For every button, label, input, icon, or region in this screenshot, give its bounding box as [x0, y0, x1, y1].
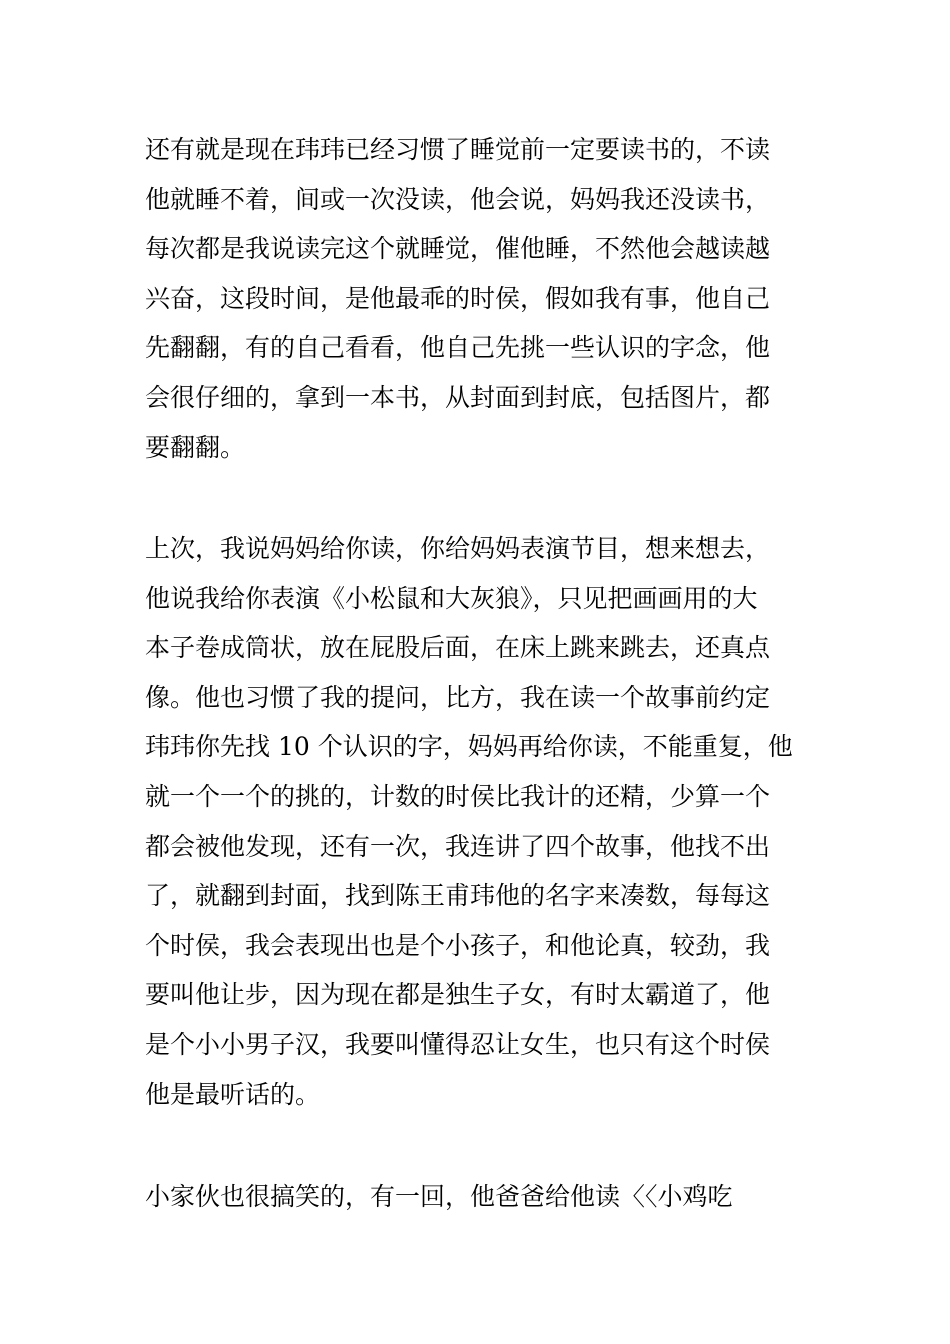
text-line: 他是最听话的。: [145, 1079, 321, 1109]
text-line: 玮玮你先找 10 个认识的字，妈妈再给你读，不能重复，他: [145, 732, 793, 762]
text-line: 要叫他让步，因为现在都是独生子女，有时太霸道了，他: [145, 980, 771, 1010]
text-line: 像。他也习惯了我的提问，比方，我在读一个故事前约定: [145, 682, 771, 712]
text-line: 个时侯，我会表现出也是个小孩子，和他论真，较劲，我: [145, 930, 771, 960]
text-line: 要翻翻。: [145, 432, 246, 462]
text-line: 是个小小男子汉，我要叫懂得忍让女生，也只有这个时侯: [145, 1029, 771, 1059]
paragraph-1: [145, 125, 815, 472]
text-line: 了，就翻到封面，找到陈王甫玮他的名字来凑数，每每这: [145, 881, 771, 911]
text-line: 就一个一个的挑的，计数的时侯比我计的还精，少算一个: [145, 781, 771, 811]
text-line: 会很仔细的，拿到一本书，从封面到封底，包括图片，都: [145, 382, 771, 412]
text-line: 兴奋，这段时间，是他最乖的时侯，假如我有事，他自己: [145, 283, 771, 313]
text-line: 小家伙也很搞笑的，有一回，他爸爸给他读〈〈小鸡吃: [145, 1182, 733, 1211]
text-line: 先翻翻，有的自己看看，他自己先挑一些认识的字念，他: [145, 333, 771, 363]
text-line: 每次都是我说读完这个就睡觉，催他睡，不然他会越读越: [145, 234, 771, 264]
paragraph-2: [145, 524, 815, 1119]
text-line: 本子卷成筒状，放在屁股后面，在床上跳来跳去，还真点: [145, 633, 771, 663]
text-line: 上次，我说妈妈给你读，你给妈妈表演节目，想来想去，: [145, 534, 771, 563]
text-line: 还有就是现在玮玮已经习惯了睡觉前一定要读书的，不读: [145, 135, 771, 164]
text-line: 他就睡不着，间或一次没读，他会说，妈妈我还没读书，: [145, 184, 771, 214]
paragraph-3: [145, 1172, 815, 1222]
text-line: 他说我给你表演《小松鼠和大灰狼》，只见把画画用的大: [145, 583, 758, 613]
text-line: 都会被他发现，还有一次，我连讲了四个故事，他找不出: [145, 831, 771, 861]
